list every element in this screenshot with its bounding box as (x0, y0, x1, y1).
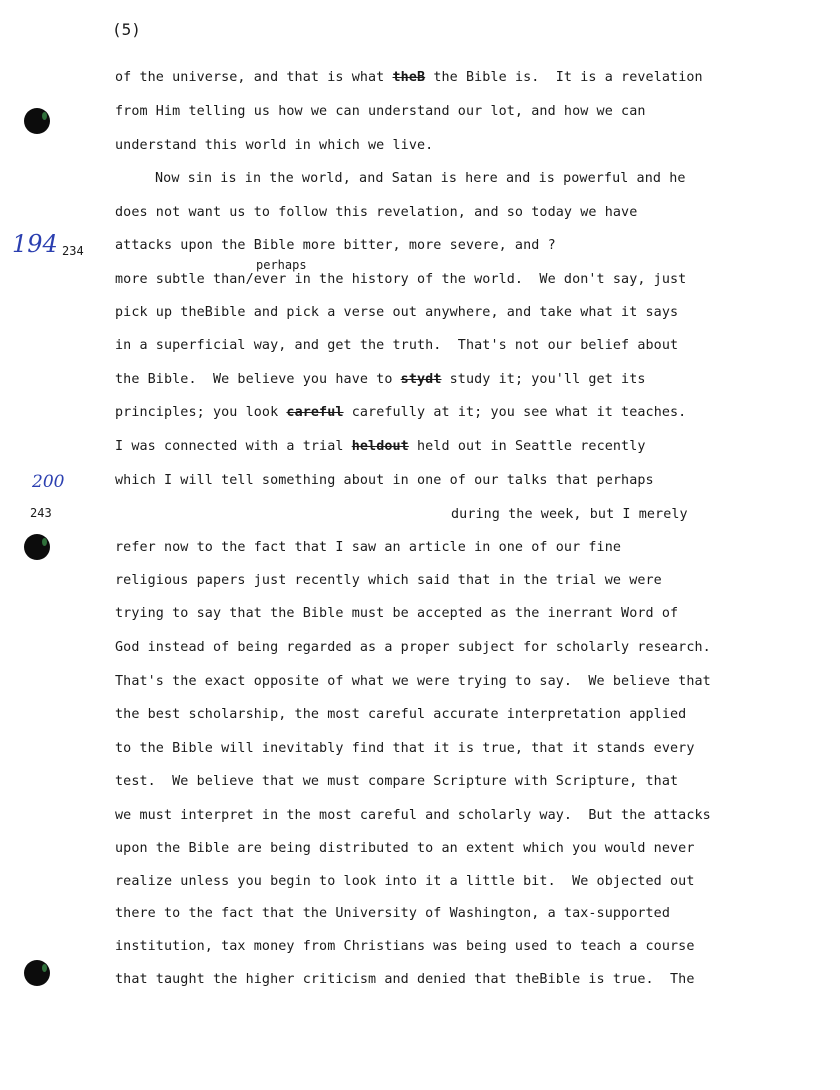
text-line: pick up theBible and pick a verse out anywhere, and take what it says (115, 305, 679, 320)
text-line: the Bible. We believe you have to stydt study it; you'll get its (115, 372, 646, 387)
text-line: which I will tell something about in one of our talks that perhaps (115, 473, 654, 488)
text-line: from Him telling us how we can understand our lot, and how we can (115, 104, 646, 119)
text-line: the best scholarship, the most careful accurate interpretation applied (115, 707, 687, 722)
text-line: understand this world in which we live. (115, 138, 434, 153)
handwritten-insertion: perhaps (256, 258, 307, 272)
margin-line-number: 234 (62, 244, 84, 258)
punch-hole-top (24, 108, 50, 134)
text-line: upon the Bible are being distributed to an extent which you would never (115, 841, 695, 856)
text-line: God instead of being regarded as a proper subject for scholarly research. (115, 640, 711, 655)
struck-word: stydt (400, 372, 442, 387)
punch-hole-middle (24, 534, 50, 560)
text-line: trying to say that the Bible must be accepted as the inerrant Word of (115, 606, 679, 621)
text-line: institution, tax money from Christians was being used to teach a course (115, 939, 695, 954)
text-line: That's the exact opposite of what we were trying to say. We believe that (115, 674, 711, 689)
struck-word: theB (392, 70, 426, 85)
punch-hole-bottom (24, 960, 50, 986)
text-line: does not want us to follow this revelation, and so today we have (115, 205, 638, 220)
margin-line-number: 243 (30, 506, 52, 520)
text-line: attacks upon the Bible more bitter, more severe, and ? (115, 238, 556, 253)
text-line: that taught the higher criticism and denied that theBible is true. The (115, 972, 695, 987)
page-number: (5) (112, 20, 141, 39)
handwritten-margin-number: 194 (12, 230, 58, 258)
text-line: more subtle than/ever in the history of the world. We don't say, just (115, 272, 687, 287)
text-line: to the Bible will inevitably find that it is true, that it stands every (115, 741, 695, 756)
text-line: religious papers just recently which said that in the trial we were (115, 573, 662, 588)
text-line: realize unless you begin to look into it a little bit. We objected out (115, 874, 695, 889)
struck-word: heldout (351, 439, 409, 454)
text-line: in a superficial way, and get the truth. That's not our belief about (115, 338, 679, 353)
text-line: Now sin is in the world, and Satan is here and is powerful and he (155, 171, 686, 186)
struck-word: careful (286, 405, 344, 420)
text-line: principles; you look careful carefully at it; you see what it teaches. (115, 405, 687, 420)
text-line: refer now to the fact that I saw an article in one of our fine (115, 540, 622, 555)
text-line: during the week, but I merely (451, 507, 688, 522)
text-line: I was connected with a trial heldout held out in Seattle recently (115, 439, 646, 454)
text-line: we must interpret in the most careful and scholarly way. But the attacks (115, 808, 711, 823)
text-line: there to the fact that the University of Washington, a tax-supported (115, 906, 671, 921)
text-line: test. We believe that we must compare Scripture with Scripture, that (115, 774, 679, 789)
handwritten-margin-number: 200 (32, 472, 65, 492)
text-line: of the universe, and that is what theB the Bible is. It is a revelation (115, 70, 703, 85)
